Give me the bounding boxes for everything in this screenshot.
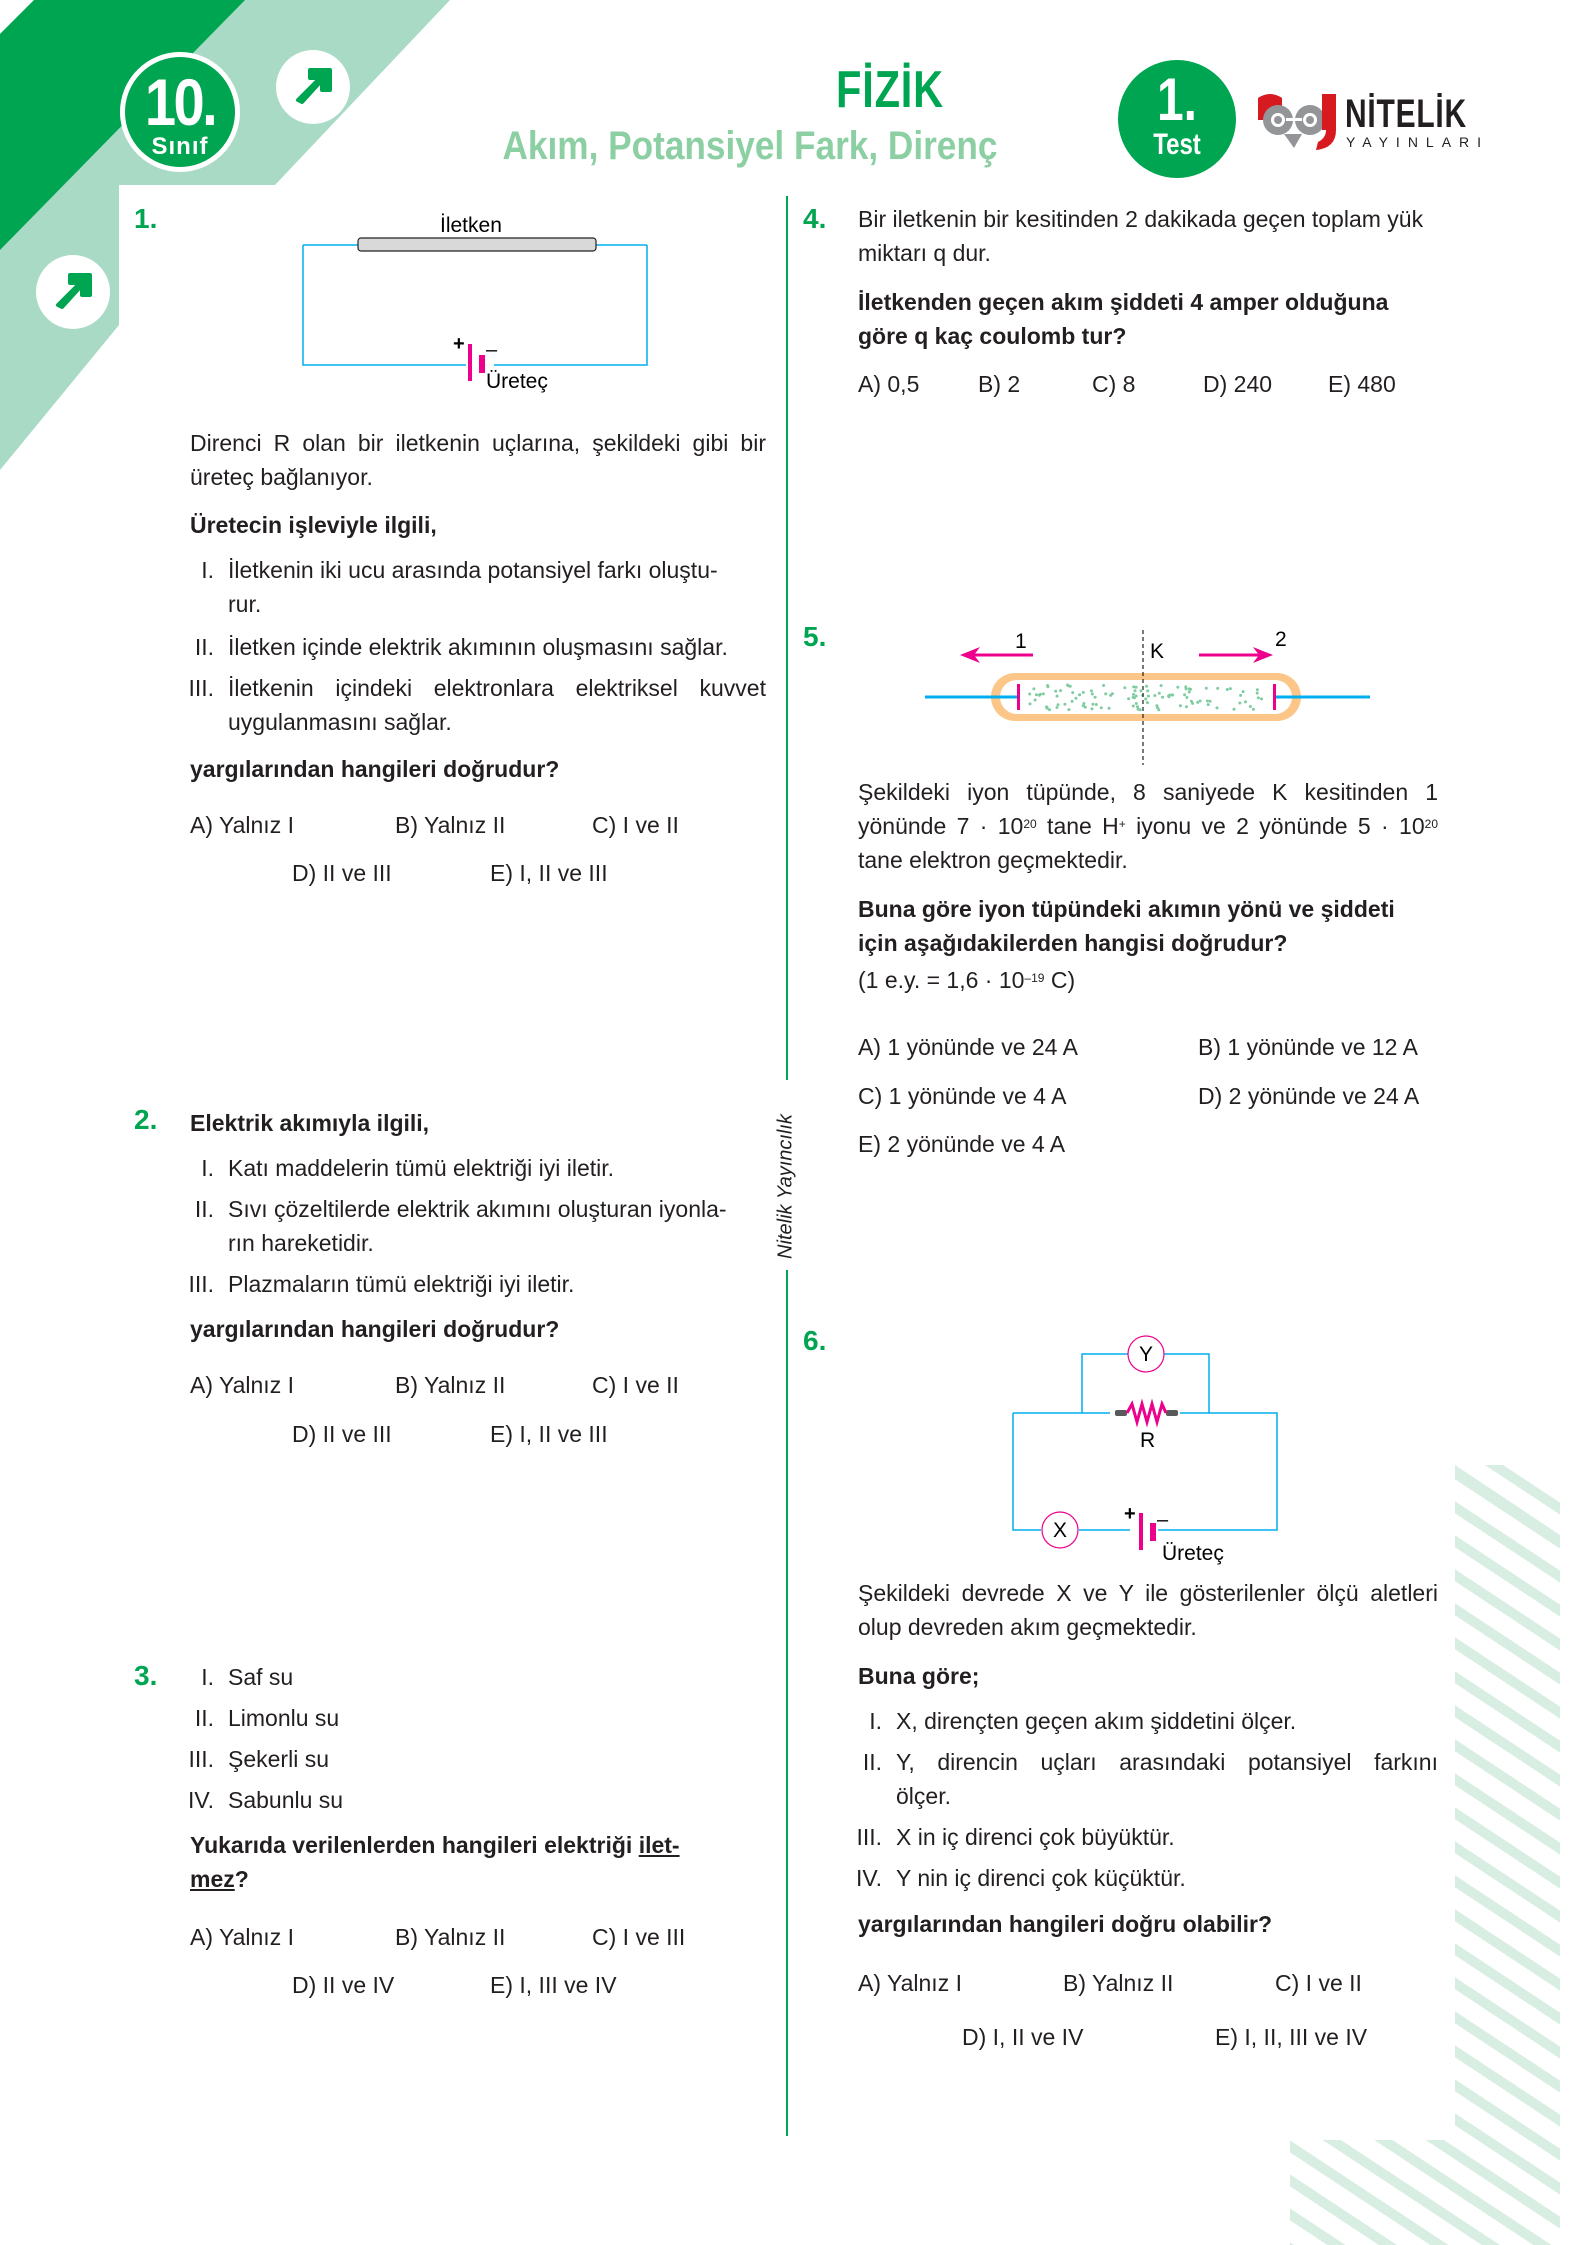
minus-sign: – [486, 339, 498, 361]
option-d[interactable]: D) II ve IV [292, 1972, 395, 1998]
grade-badge [120, 52, 240, 172]
statement-text-cont: rur. [228, 591, 262, 617]
question-prompt: Buna göre; [858, 1663, 980, 1689]
question-number: 4. [803, 203, 827, 234]
ion-tube-figure [920, 620, 1380, 770]
option-d[interactable]: D) II ve III [292, 860, 392, 886]
question-text: yargılarından hangileri doğrudur? [190, 1316, 560, 1342]
test-number: 1. [1156, 66, 1198, 133]
statement-text: İletkenin iki ucu arasında potansiyel farkı oluştu- [228, 557, 718, 583]
question-intro: Direnci R olan bir iletkenin uçlarına, şekildeki gibi bir üreteç bağlanıyor. [190, 430, 766, 490]
arrow-up-right-icon [36, 255, 110, 329]
given-constant: (1 e.y. = $1,6 \cdot 10^{-19}$ C) [858, 967, 1076, 993]
question-text: yargılarından hangileri doğru olabilir? [858, 1911, 1273, 1937]
question-number: 3. [134, 1660, 158, 1691]
statement-roman: III. [856, 1824, 882, 1850]
statement-text: Sabunlu su [228, 1787, 344, 1813]
question-number: 5. [803, 621, 827, 652]
publisher-owl-logo-icon [1256, 90, 1346, 154]
test-badge [1118, 60, 1236, 178]
statement-text: Y nin iç direnci çok küçüktür. [896, 1865, 1186, 1891]
question-text: İletkenden geçen akım şiddeti 4 amper olduğuna göre q kaç coulomb tur? [858, 289, 1389, 349]
option-a[interactable]: A) 0,5 [858, 371, 920, 397]
publisher-sub: YAYINLARI [1346, 134, 1490, 150]
option-a[interactable]: A) Yalnız I [190, 1372, 294, 1398]
statement-text-cont: rın hareketidir. [228, 1230, 374, 1256]
statement-roman: III. [188, 675, 214, 701]
option-a[interactable]: A) Yalnız I [858, 1970, 962, 1996]
grade-label: Sınıf [151, 133, 209, 160]
statement-roman: I. [869, 1708, 882, 1734]
statement-text: X, dirençten geçen akım şiddetini ölçer. [896, 1708, 1297, 1734]
statement-roman: III. [188, 1271, 214, 1297]
option-d[interactable]: D) I, II ve IV [962, 2024, 1084, 2050]
statement-roman: II. [194, 1196, 214, 1222]
option-c[interactable]: C) 1 yönünde ve 4 A [858, 1083, 1067, 1109]
statement-text-cont: uygulanmasını sağlar. [228, 709, 452, 735]
arrow-up-right-icon [276, 50, 350, 124]
question-prompt: Elektrik akımıyla ilgili, [190, 1110, 430, 1136]
option-a[interactable]: A) Yalnız I [190, 1924, 294, 1950]
statement-text: Plazmaların tümü elektriği iyi iletir. [228, 1271, 575, 1297]
meter-y-label: Y [1139, 1343, 1154, 1366]
statement-roman: I. [201, 1155, 214, 1181]
statement-text: Limonlu su [228, 1705, 340, 1731]
plus-sign: + [1124, 1503, 1136, 1525]
resistor-label: R [1140, 1429, 1156, 1452]
option-c[interactable]: C) 8 [1092, 371, 1136, 397]
option-c[interactable]: C) I ve III [592, 1924, 686, 1950]
option-b[interactable]: B) Yalnız II [395, 1372, 506, 1398]
battery-long-plate [468, 344, 472, 381]
question-text: Yukarıda verilenlerden hangileri elektriği ilet- mez? [190, 1832, 680, 1892]
statement-text: İletkenin içindeki elektronlara elektriksel kuvvet [228, 675, 766, 701]
source-label: Üreteç [1162, 1542, 1224, 1565]
option-e[interactable]: E) I, II ve III [490, 860, 608, 886]
option-d[interactable]: D) II ve III [292, 1421, 392, 1447]
statement-roman: II. [862, 1749, 882, 1775]
option-a[interactable]: A) 1 yönünde ve 24 A [858, 1034, 1078, 1060]
statement-roman: II. [194, 1705, 214, 1731]
arrow-right-icon [1199, 647, 1273, 663]
question-text: Buna göre iyon tüpündeki akımın yönü ve şiddeti için aşağıdakilerden hangisi doğrudur? [858, 896, 1395, 956]
option-e[interactable]: E) I, II, III ve IV [1215, 2024, 1368, 2050]
direction-2-label: 2 [1275, 628, 1287, 651]
question-text: yargılarından hangileri doğrudur? [190, 756, 560, 782]
statement-text: X in iç direnci çok büyüktür. [896, 1824, 1175, 1850]
electrode-right [1273, 684, 1276, 710]
direction-1-label: 1 [1015, 630, 1027, 653]
option-c[interactable]: C) I ve II [1275, 1970, 1362, 1996]
question-intro: Şekildeki iyon tüpünde, 8 saniyede K kesitinden 1 yönünde $7 \cdot 10^{20}$ tane H+ iyonu ve 2 yönünde $5 \cdot 10^{20}$ tane elektron geçmektedir. [858, 779, 1438, 873]
statement-text: Şekerli su [228, 1746, 329, 1772]
source-label: Üreteç [486, 370, 548, 393]
statement-text: Sıvı çözeltilerde elektrik akımını oluşturan iyonla- [228, 1196, 727, 1222]
question-number: 1. [134, 203, 158, 234]
option-e[interactable]: E) I, II ve III [490, 1421, 608, 1447]
battery-short-plate [1150, 1523, 1156, 1541]
conductor-rod [358, 238, 596, 251]
subject-title: FİZİK [836, 61, 944, 119]
electrode-left [1017, 684, 1020, 710]
option-d[interactable]: D) 2 yönünde ve 24 A [1198, 1083, 1420, 1109]
statement-roman: IV. [855, 1865, 882, 1891]
option-e[interactable]: E) 2 yönünde ve 4 A [858, 1131, 1066, 1157]
option-a[interactable]: A) Yalnız I [190, 812, 294, 838]
statement-roman: III. [188, 1746, 214, 1772]
option-c[interactable]: C) I ve II [592, 1372, 679, 1398]
meter-x-label: X [1053, 1519, 1068, 1542]
statement-text: Katı maddelerin tümü elektriği iyi iletir. [228, 1155, 615, 1181]
conductor-label: İletken [440, 214, 502, 237]
circuit-figure-6 [990, 1320, 1320, 1580]
question-prompt: Üretecin işleviyle ilgili, [190, 512, 437, 538]
question-intro: Bir iletkenin bir kesitinden 2 dakikada geçen toplam yük miktarı q dur. [858, 206, 1424, 266]
option-c[interactable]: C) I ve II [592, 812, 679, 838]
circuit-figure-1 [290, 210, 670, 400]
option-e[interactable]: E) 480 [1328, 371, 1396, 397]
question-number: 2. [134, 1104, 158, 1135]
option-b[interactable]: B) Yalnız II [395, 1924, 506, 1950]
question-intro: Şekildeki devrede X ve Y ile gösterilenler ölçü aletleri olup devreden akım geçmektedir. [858, 1580, 1438, 1640]
statement-text: Saf su [228, 1664, 294, 1690]
statement-roman: I. [201, 557, 214, 583]
minus-sign: – [1157, 1509, 1169, 1531]
statement-roman: IV. [187, 1787, 214, 1813]
battery-long-plate [1139, 1513, 1143, 1550]
option-b[interactable]: B) Yalnız II [1063, 1970, 1174, 1996]
test-label: Test [1153, 128, 1201, 161]
grade-number: 10. [144, 65, 216, 139]
statement-roman: I. [201, 1664, 214, 1690]
option-d[interactable]: D) 240 [1203, 371, 1273, 397]
statement-text-cont: ölçer. [896, 1783, 951, 1809]
statement-text: Y, direncin uçları arasındaki potansiyel farkını [896, 1749, 1438, 1775]
publisher-name: NİTELİK [1345, 92, 1467, 136]
section-k-label: K [1150, 640, 1165, 663]
statement-roman: II. [194, 634, 214, 660]
topic-title: Akım, Potansiyel Fark, Direnç [502, 124, 998, 168]
statement-text: İletken içinde elektrik akımının oluşmasını sağlar. [228, 634, 728, 660]
option-e[interactable]: E) I, III ve IV [490, 1972, 617, 1998]
option-b[interactable]: B) 2 [978, 371, 1021, 397]
publisher-credit: Nitelik Yayıncılık [774, 1114, 797, 1259]
question-number: 6. [803, 1325, 827, 1356]
option-b[interactable]: B) 1 yönünde ve 12 A [1198, 1034, 1418, 1060]
plus-sign: + [453, 333, 465, 355]
option-b[interactable]: B) Yalnız II [395, 812, 506, 838]
battery-short-plate [479, 355, 485, 373]
